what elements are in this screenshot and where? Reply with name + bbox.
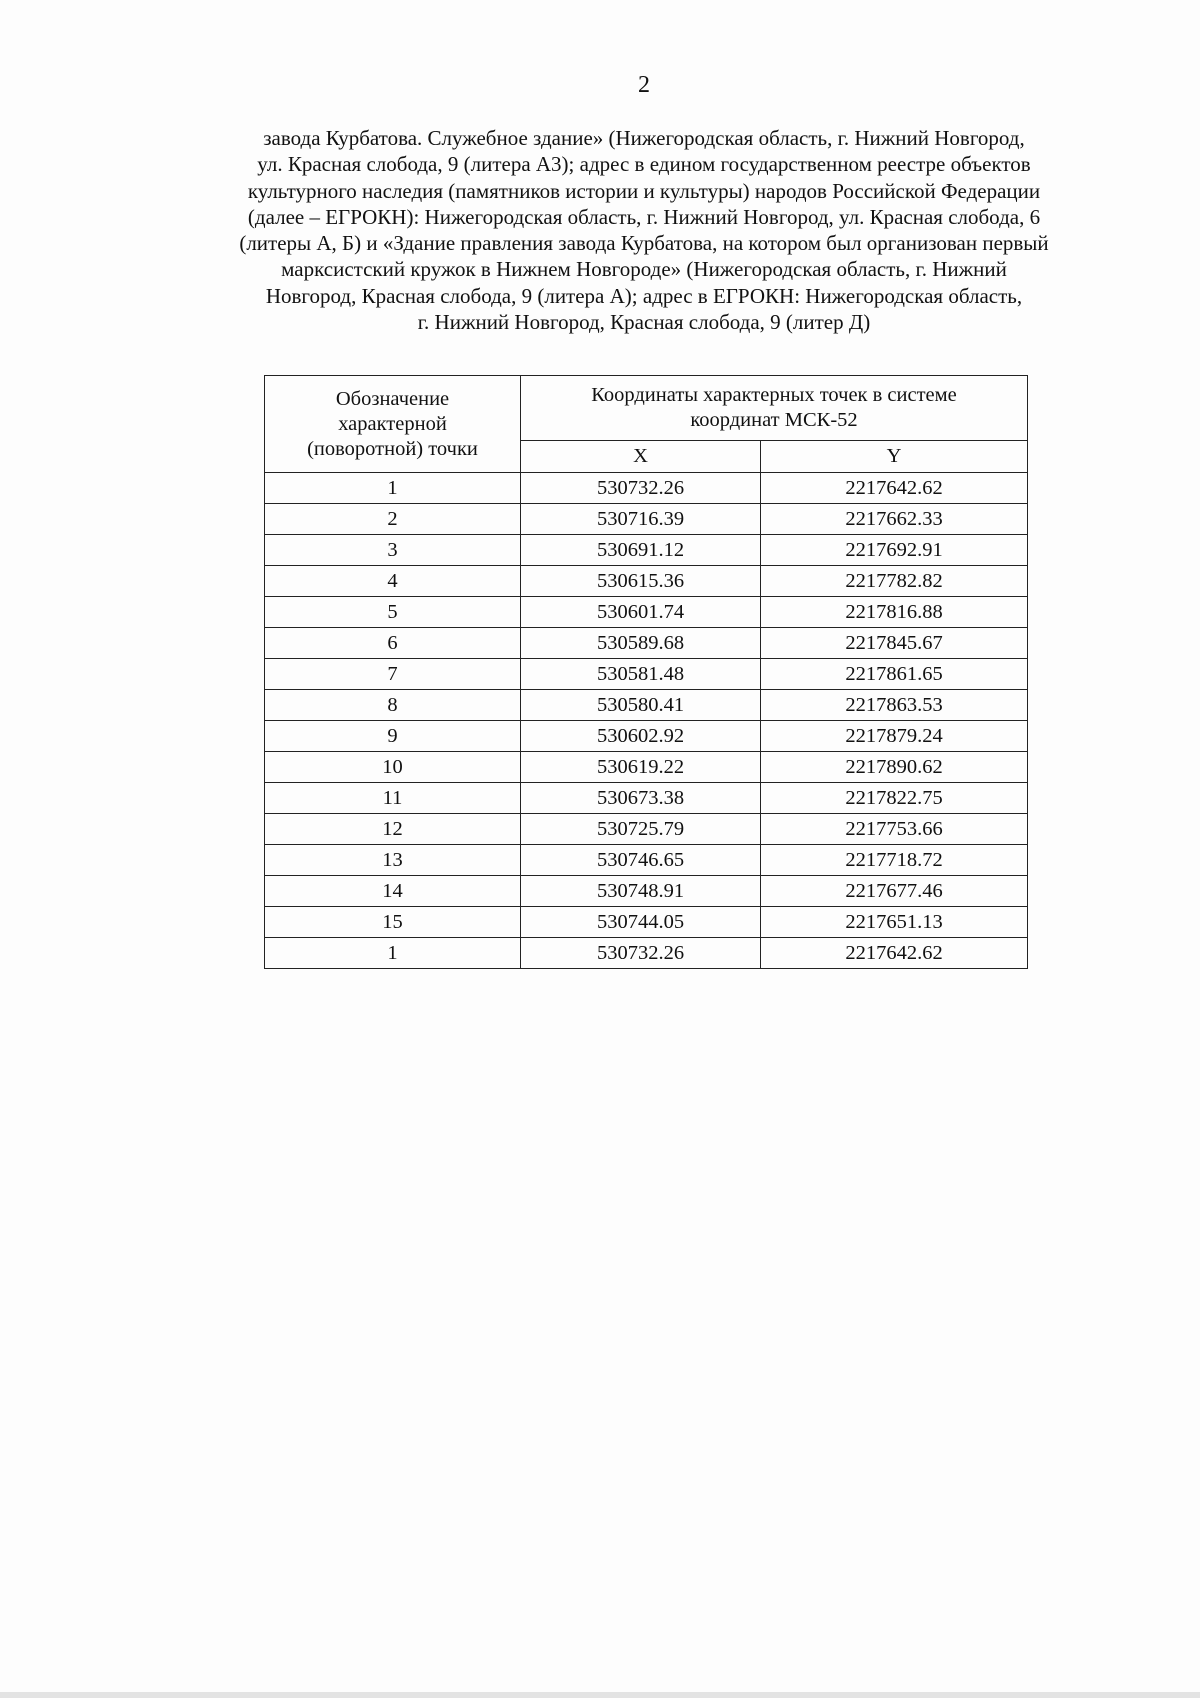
header-point-line: характерной (338, 412, 447, 435)
point-number-cell: 15 (265, 907, 521, 938)
header-coords-line: Координаты характерных точек в системе (591, 384, 957, 406)
y-coordinate-cell: 2217845.67 (761, 628, 1028, 659)
y-coordinate-cell: 2217642.62 (761, 938, 1028, 969)
intro-line: (литеры А, Б) и «Здание правления завода Курбатова, на котором был организован первый (239, 231, 1049, 256)
point-number-cell: 12 (265, 814, 521, 845)
x-coordinate-cell: 530691.12 (521, 535, 761, 566)
x-coordinate-cell: 530673.38 (521, 783, 761, 814)
point-number-cell: 1 (265, 473, 521, 504)
point-number-cell: 9 (265, 721, 521, 752)
header-point-designation (265, 376, 521, 473)
point-number-cell: 3 (265, 535, 521, 566)
y-coordinate-cell: 2217718.72 (761, 845, 1028, 876)
table-row (265, 504, 1028, 535)
x-coordinate-cell: 530732.26 (521, 938, 761, 969)
y-coordinate-cell: 2217822.75 (761, 783, 1028, 814)
y-coordinate-cell: 2217782.82 (761, 566, 1028, 597)
y-coordinate-cell: 2217692.91 (761, 535, 1028, 566)
intro-line: г. Нижний Новгород, Красная слобода, 9 (литер Д) (417, 310, 871, 335)
point-number-cell: 14 (265, 876, 521, 907)
point-number-cell: 13 (265, 845, 521, 876)
x-coordinate-cell: 530746.65 (521, 845, 761, 876)
x-coordinate-cell: 530602.92 (521, 721, 761, 752)
y-coordinate-cell: 2217863.53 (761, 690, 1028, 721)
header-point-line: Обозначение (335, 387, 450, 410)
table-row (265, 566, 1028, 597)
table-row (265, 628, 1028, 659)
page-number: 2 (638, 72, 650, 98)
y-coordinate-cell: 2217662.33 (761, 504, 1028, 535)
point-number-cell: 10 (265, 752, 521, 783)
point-number-cell: 2 (265, 504, 521, 535)
y-coordinate-cell: 2217861.65 (761, 659, 1028, 690)
scan-bottom-edge (0, 1692, 1200, 1698)
intro-line: культурного наследия (памятников истории и культуры) народов Российской Федерации (247, 178, 1041, 203)
table-row (265, 907, 1028, 938)
table-row (265, 783, 1028, 814)
y-coordinate-cell: 2217677.46 (761, 876, 1028, 907)
y-coordinate-cell: 2217651.13 (761, 907, 1028, 938)
point-number-cell: 1 (265, 938, 521, 969)
table-row (265, 535, 1028, 566)
table-row (265, 659, 1028, 690)
x-coordinate-cell: 530619.22 (521, 752, 761, 783)
table-row (265, 597, 1028, 628)
intro-line: (далее – ЕГРОКН): Нижегородская область, г. Нижний Новгород, ул. Красная слобода, 6 (247, 204, 1041, 229)
header-x: X (521, 441, 761, 473)
x-coordinate-cell: 530744.05 (521, 907, 761, 938)
x-coordinate-cell: 530581.48 (521, 659, 761, 690)
x-coordinate-cell: 530601.74 (521, 597, 761, 628)
x-coordinate-cell: 530580.41 (521, 690, 761, 721)
y-coordinate-cell: 2217879.24 (761, 721, 1028, 752)
coordinates-table (264, 375, 1028, 969)
header-coords-line: координат МСК-52 (690, 409, 858, 431)
coordinates-table-body (265, 473, 1028, 969)
intro-line: ул. Красная слобода, 9 (литера А3); адрес в едином государственном реестре объектов (257, 152, 1031, 177)
table-row (265, 845, 1028, 876)
table-row (265, 690, 1028, 721)
table-row (265, 814, 1028, 845)
intro-paragraph (150, 125, 1138, 335)
x-coordinate-cell: 530732.26 (521, 473, 761, 504)
point-number-cell: 8 (265, 690, 521, 721)
point-number-cell: 11 (265, 783, 521, 814)
intro-line: Новгород, Красная слобода, 9 (литера А); адрес в ЕГРОКН: Нижегородская область, (265, 283, 1023, 308)
x-coordinate-cell: 530748.91 (521, 876, 761, 907)
intro-line: завода Курбатова. Служебное здание» (Нижегородская область, г. Нижний Новгород, (263, 126, 1025, 150)
y-coordinate-cell: 2217642.62 (761, 473, 1028, 504)
x-coordinate-cell: 530716.39 (521, 504, 761, 535)
x-coordinate-cell: 530725.79 (521, 814, 761, 845)
table-row (265, 721, 1028, 752)
header-point-line: (поворотной) точки (307, 437, 478, 460)
intro-line: марксистский кружок в Нижнем Новгороде» (Нижегородская область, г. Нижний (281, 257, 1007, 282)
table-row (265, 938, 1028, 969)
y-coordinate-cell: 2217816.88 (761, 597, 1028, 628)
x-coordinate-cell: 530589.68 (521, 628, 761, 659)
table-row (265, 752, 1028, 783)
header-coordinates (521, 376, 1028, 441)
x-coordinate-cell: 530615.36 (521, 566, 761, 597)
table-row (265, 876, 1028, 907)
y-coordinate-cell: 2217753.66 (761, 814, 1028, 845)
point-number-cell: 4 (265, 566, 521, 597)
table-row (265, 473, 1028, 504)
point-number-cell: 6 (265, 628, 521, 659)
point-number-cell: 5 (265, 597, 521, 628)
header-y: Y (761, 441, 1028, 473)
point-number-cell: 7 (265, 659, 521, 690)
y-coordinate-cell: 2217890.62 (761, 752, 1028, 783)
